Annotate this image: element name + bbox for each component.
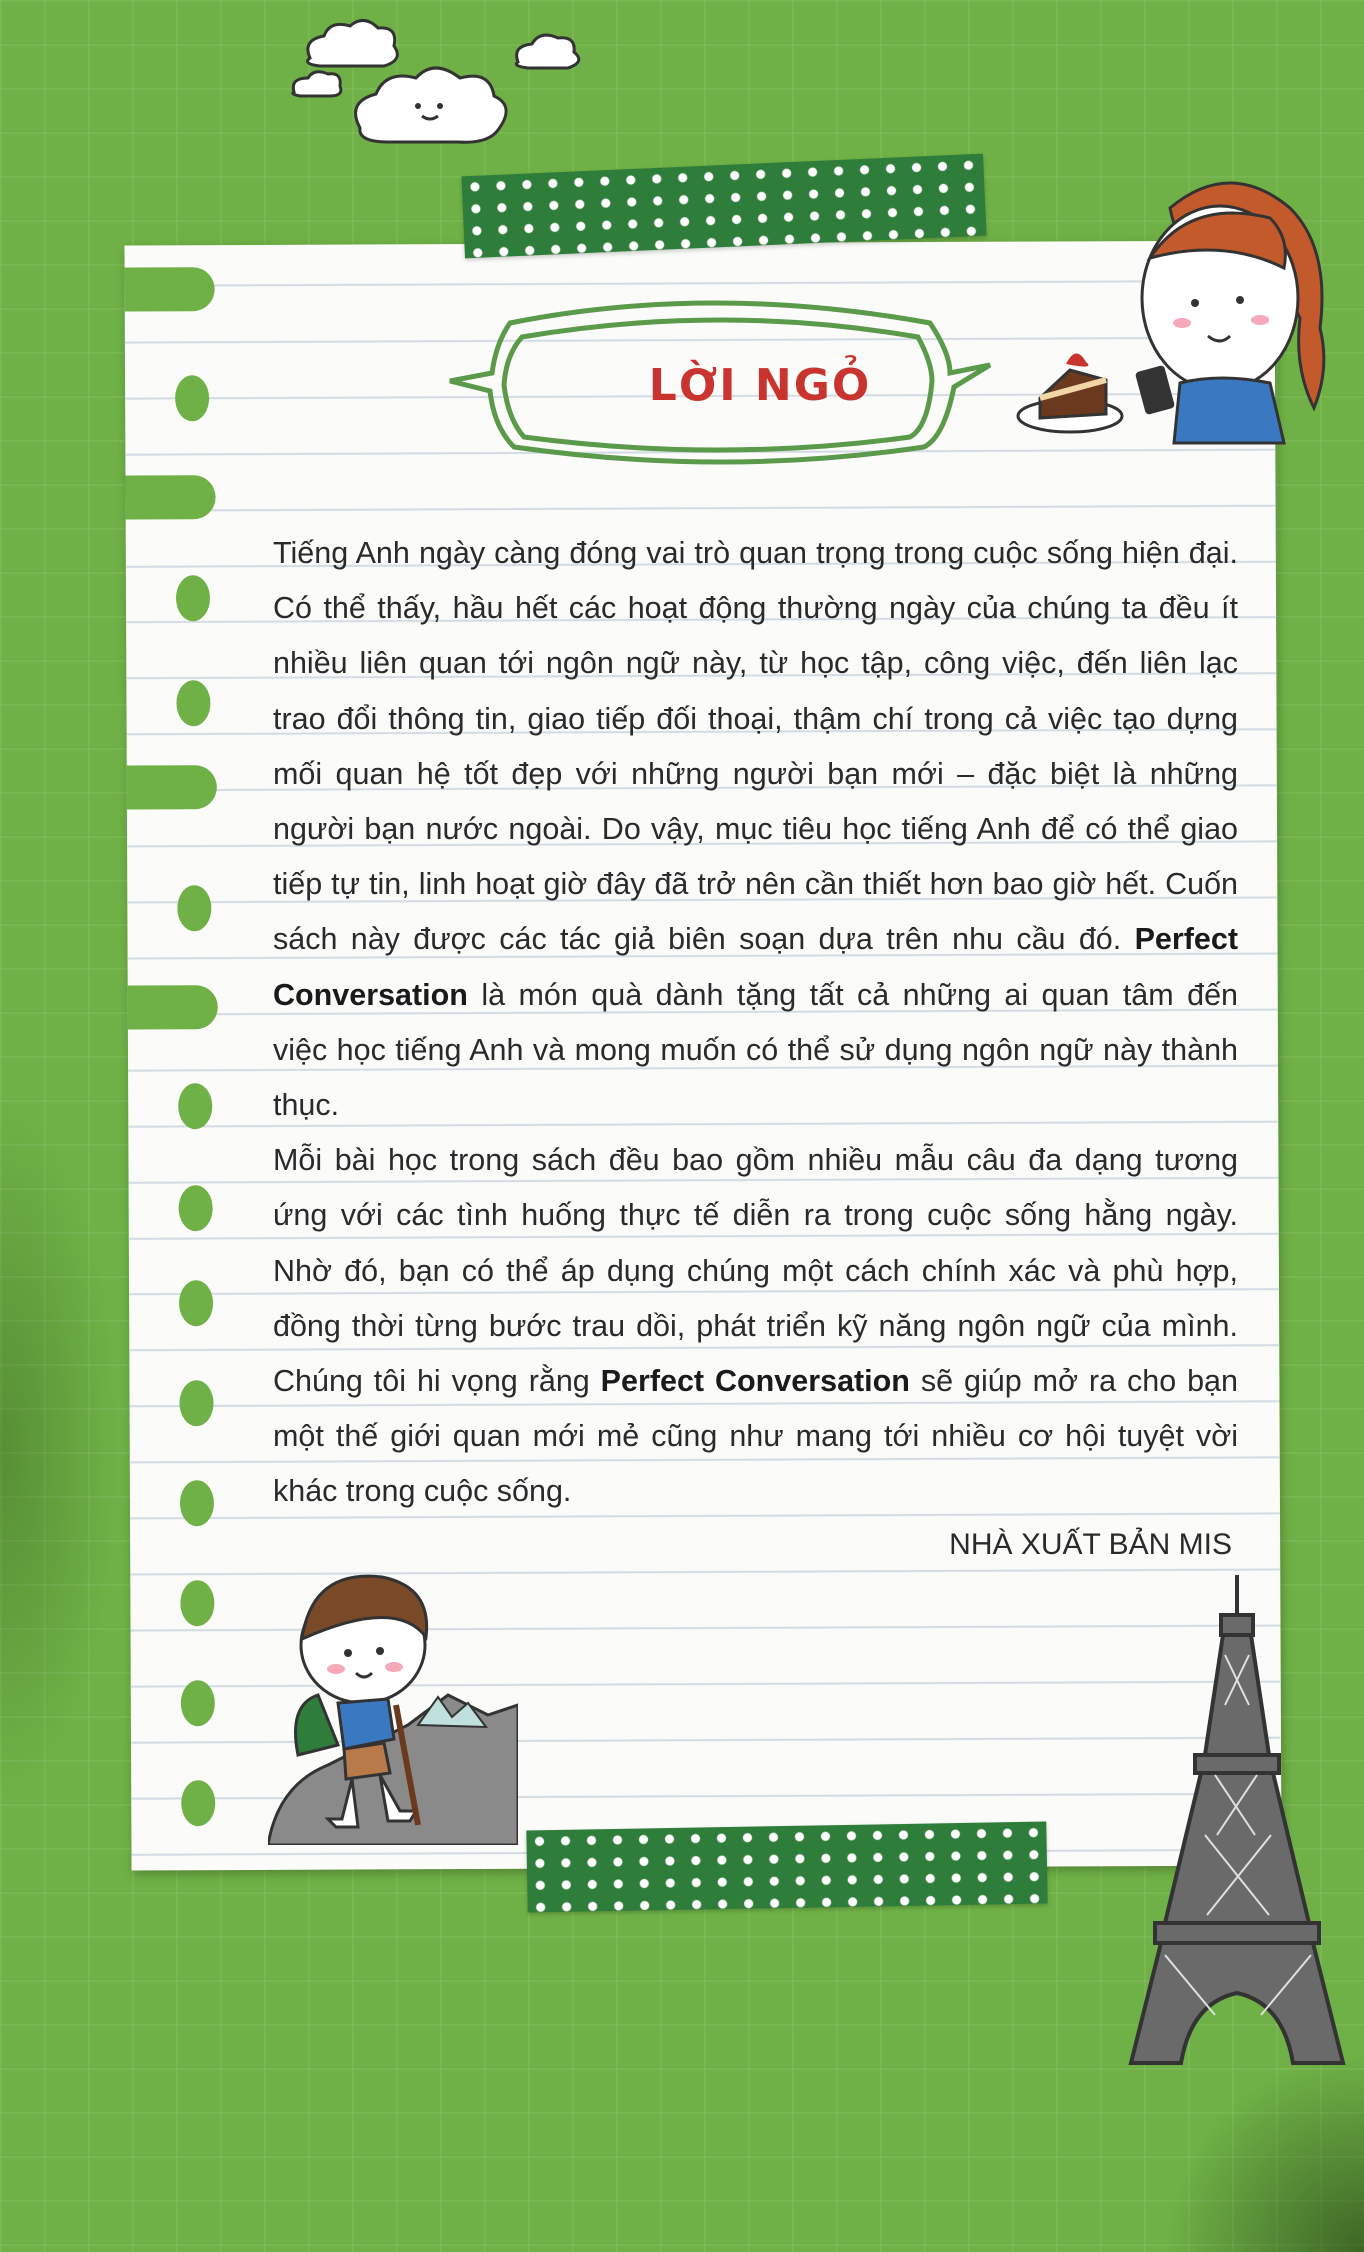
- binder-hole: [180, 1480, 214, 1526]
- hiking-boy-illustration: [268, 1555, 518, 1845]
- paper-notch: [127, 765, 217, 809]
- paragraph-1-text-a: Tiếng Anh ngày càng đóng vai trò quan trọng trong cuộc sống hiện đại. Có thể thấy, hầu hết các hoạt động thường ngày của chúng ta đều ít nhiều liên quan tới ngôn ngữ này, từ học tập, công việc, đến liên lạc trao đổi thông tin, giao tiếp đối thoại, thậm chí trong cả việc tạo dựng mối quan hệ tốt đẹp với những người bạn mới – đặc biệt là những người bạn nước ngoài. Do vậy, mục tiêu học tiếng Anh để có thể giao tiếp tự tin, linh hoạt giờ đây đã trở nên cần thiết hơn bao giờ hết. Cuốn sách này được các tác giả biên soạn dựa trên nhu cầu đó.: [273, 536, 1238, 957]
- binder-hole: [181, 1680, 215, 1726]
- binder-hole: [176, 680, 210, 726]
- publisher-signature: NHÀ XUẤT BẢN MIS: [949, 1528, 1232, 1561]
- binder-hole: [179, 1280, 213, 1326]
- paragraph-2: [273, 1133, 1238, 1519]
- book-title-bold: Perfect Conversation: [600, 1364, 910, 1399]
- binder-hole: [181, 1780, 215, 1826]
- binder-hole: [175, 375, 209, 421]
- girl-with-cake-illustration: [1010, 168, 1340, 458]
- book-title-bold: Perfect Conversation: [273, 922, 1238, 1012]
- paper-notch: [125, 267, 215, 311]
- paragraph-1-text-b: là món quà dành tặng tất cả những ai quan tâm đến việc học tiếng Anh và mong muốn có thể sử dụng ngôn ngữ này thành thục.: [273, 977, 1238, 1123]
- paper-notch: [125, 475, 215, 519]
- page-title: LỜI NGỎ: [648, 360, 872, 411]
- binder-hole: [180, 1580, 214, 1626]
- clouds-illustration: [290, 10, 610, 170]
- binder-hole: [179, 1380, 213, 1426]
- eiffel-tower-illustration: [1125, 1575, 1350, 2075]
- binder-hole: [179, 1185, 213, 1231]
- preface-body: [273, 526, 1238, 1520]
- paragraph-2-text-b: sẽ giúp mở ra cho bạn một thế giới quan mới mẻ cũng như mang tới nhiều cơ hội tuyệt vời khác trong cuộc sống.: [273, 1364, 1238, 1509]
- binder-hole: [177, 885, 211, 931]
- binder-hole: [176, 575, 210, 621]
- paper-notch: [128, 985, 218, 1029]
- paragraph-2-text-a: Mỗi bài học trong sách đều bao gồm nhiều mẫu câu đa dạng tương ứng với các tình huống thực tế diễn ra trong cuộc sống hằng ngày. Nhờ đó, bạn có thể áp dụng chúng một cách chính xác và phù hợp, đồng thời từng bước trau dồi, phát triển kỹ năng ngôn ngữ của mình. Chúng tôi hi vọng rằng: [273, 1143, 1238, 1399]
- paragraph-1: [273, 526, 1238, 1133]
- background-shadow: [0, 1100, 120, 1800]
- page-corner-shadow: [1164, 2052, 1364, 2252]
- binder-hole: [178, 1083, 212, 1129]
- polka-dot-tape: [526, 1821, 1047, 1912]
